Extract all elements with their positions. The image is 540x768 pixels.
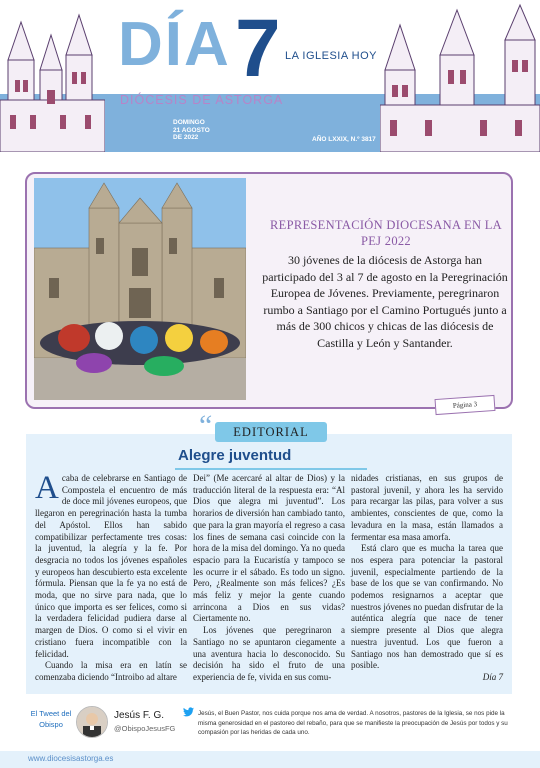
avatar — [76, 706, 108, 738]
palace-right-illustration — [380, 0, 540, 152]
editorial-column-2 — [193, 473, 345, 684]
editorial-signature: Día 7 — [482, 671, 503, 682]
date-line: DE 2022 — [173, 134, 199, 141]
logo-word: DÍA — [118, 10, 231, 79]
bird-shape — [183, 707, 194, 717]
cathedral-left-illustration — [0, 0, 105, 152]
tweet-author-handle[interactable]: @ObispoJesusFG — [114, 724, 176, 733]
avatar-illustration — [77, 707, 107, 737]
date-line: 21 AGOSTO — [173, 126, 210, 134]
feature-summary: 30 jóvenes de la diócesis de Astorga han participado del 3 al 7 de agosto en la Peregrinación Europea de Jóvenes. Previamente, peregrinaron rumbo a Santiago por el Camino Portugués junto a más de 300 chicos y chicas de las diócesis de Castilla y León y Santander. — [262, 253, 508, 350]
tweet-text: Jesús, el Buen Pastor, nos cuida porque nos ama de verdad. A nosotros, pastores de la Iglesia, se nos pide la misma generosidad en el pastoreo del rebaño, para que se manifieste la preocupación de Jesús por todos y su compasión por las heridas de cada uno. — [198, 710, 508, 736]
feature-title: REPRESENTACIÓN DIOCESANA EN LA PEJ 2022 — [270, 218, 502, 248]
quote-icon: “ — [199, 409, 213, 442]
paragraph: Está claro que es mucha la tarea que nos espera para potenciar la pastoral juvenil, especialmente partiendo de la base de los que se van confirmando. No podemos resignarnos a aceptar que nuestros jóvenes no puedan disfrutar de la auténtica alegría que nace de tener siempre presente al Dios que alegra nuestra juventud. Los que fueron a Santiago nos han demostrado que sí es posible. — [351, 543, 503, 671]
drop-cap: A — [35, 470, 59, 506]
editorial-column-3 — [351, 473, 503, 684]
paragraph: Cuando la misa era en latín se comenzaba diciendo “Introibo ad altare — [35, 660, 187, 682]
tagline: LA IGLESIA HOY — [285, 50, 377, 62]
photo-illustration — [34, 178, 246, 400]
website-link[interactable]: www.diocesisastorga.es — [28, 754, 114, 763]
tweet-section-label: El Tweet del Obispo — [30, 709, 72, 729]
date-line: DOMINGO — [173, 119, 205, 126]
paragraph: caba de celebrarse en Santiago de Compostela el encuentro de más de doce mil jóvenes europeos, que llegaron en peregrinación hasta la tumba del Apóstol. Ellos han sabido compatibilizar perfectamente tres cosas: la juventud, la alegría y la fe. Por desgracia no todos los jóvenes españoles y europeos han descubierto esta excelente fórmula. Piensan que la fe ya no está de moda, que no sirve para nada, que lo único que importa es ser felices, como si la verdadera felicidad pudiera darse al margen de Dios. O como si el vivir en cristiano fuera incompatible con la felicidad. — [35, 473, 187, 659]
tweet-author-name[interactable]: Jesús F. G. — [114, 710, 165, 721]
cathedral-group-photo — [34, 178, 246, 400]
twitter-bird-icon — [183, 707, 194, 720]
title-underline — [175, 468, 367, 470]
issue-date — [173, 119, 210, 142]
editorial-title: Alegre juventud — [178, 447, 292, 464]
diocese-name: DIÓCESIS DE ASTORGA — [120, 93, 284, 107]
editorial-column-1 — [35, 470, 187, 684]
paragraph: Los jóvenes que peregrinaron a Santiago no se apuntaron ciegamente a una aventura hacia lo desconocido. Su decisión ha sido el fruto de una experiencia de fe, vivida en sus comu- — [193, 625, 345, 682]
page-reference-tag: Página 3 — [435, 395, 496, 415]
paragraph: nidades cristianas, en sus grupos de pastoral juvenil, y ahora les ha servido para recargar las pilas, para volver a sus ambientes, conscientes de que, como la levadura en la masa, están llamados a fermentar esa masa amorfa. — [351, 473, 503, 542]
logo-number: 7 — [235, 3, 281, 94]
editorial-label: EDITORIAL — [215, 422, 327, 442]
issue-number: AÑO LXXIX, N.º 3817 — [312, 136, 376, 143]
paragraph: Dei” (Me acercaré al altar de Dios) y la traducción literal de la respuesta era: “Al Dios que alegra mi juventud”. Los horarios de diversión han cambiado tanto, que para la gran mayoría el regreso a casa los fines de semana casi coincide con la hora de la misa del domingo. Ya no queda espacio para la Eucaristía y tampoco se les ocurre ir el sábado. Es todo un signo. Pero, ¿Realmente son más felices? ¿Es más feliz y mejor la gente cuando arrincona a Dios en sus vidas? Ciertamente no. — [193, 473, 345, 624]
